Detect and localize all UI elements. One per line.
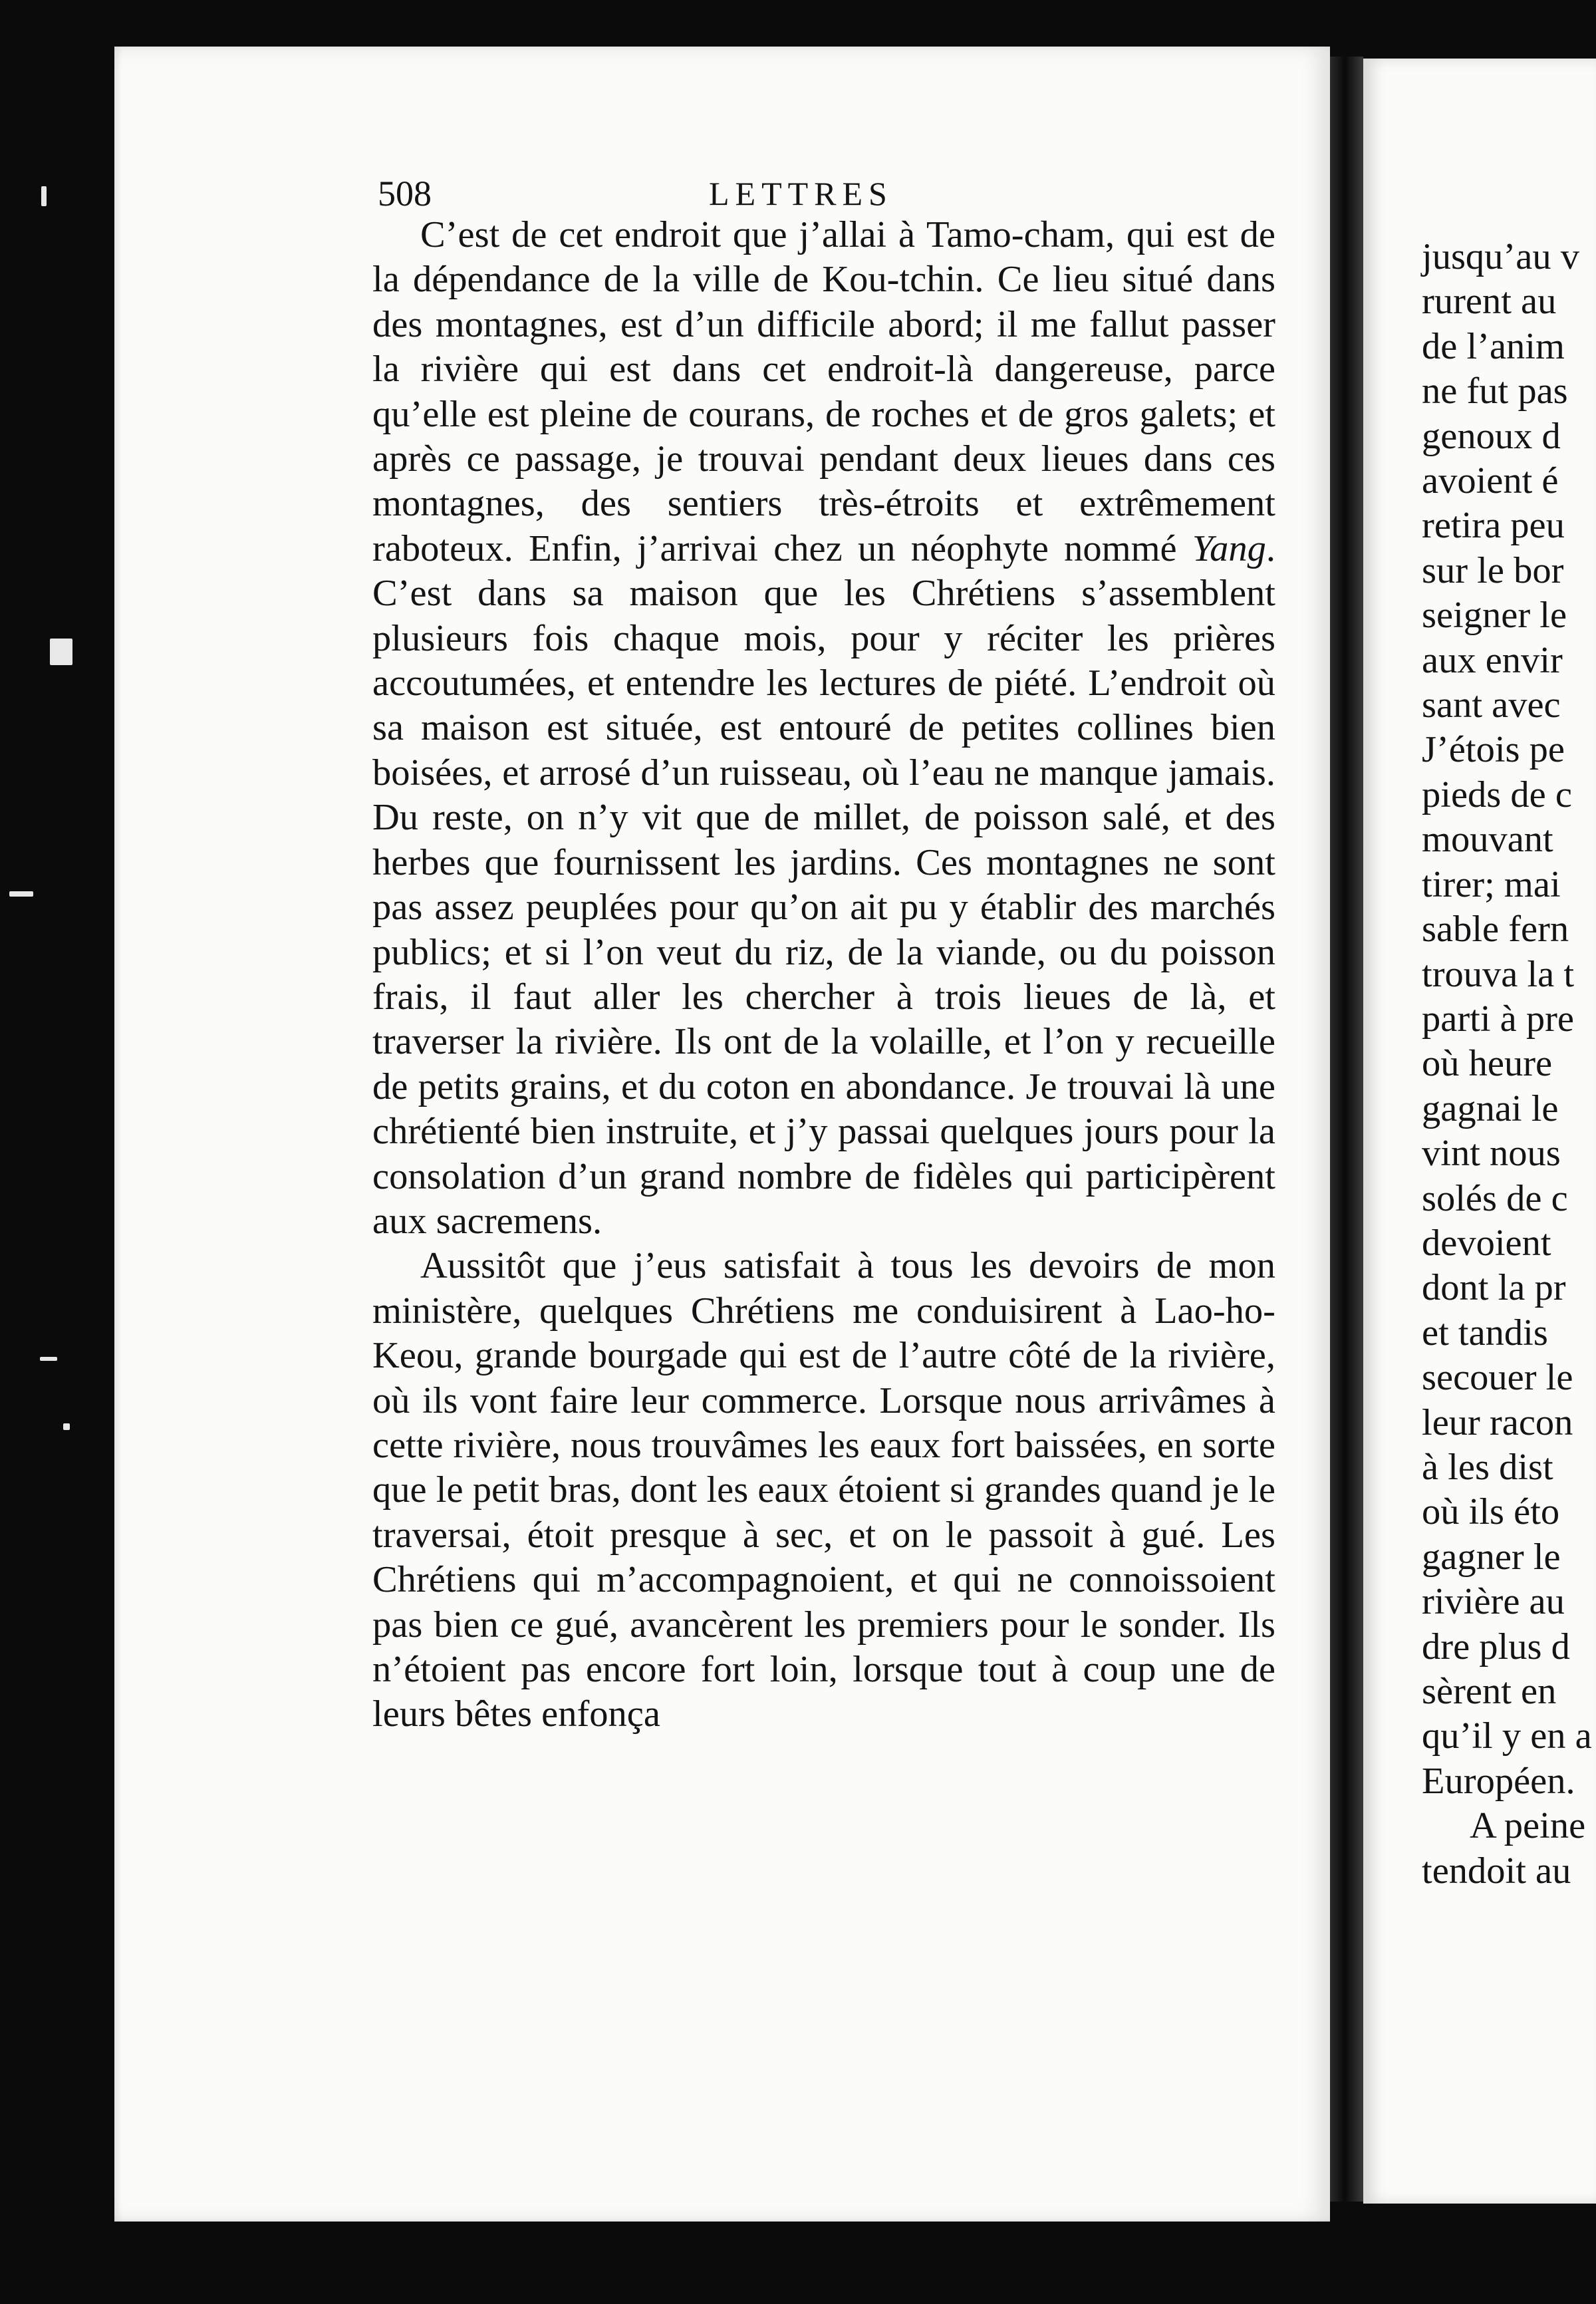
- right-page-line: où ils éto: [1422, 1491, 1560, 1533]
- right-page-line: tirer; mai: [1422, 863, 1561, 905]
- right-page-line: gagner le: [1422, 1536, 1561, 1578]
- right-page-line: seigner le: [1422, 595, 1567, 637]
- right-page-line: retira peu: [1422, 505, 1565, 547]
- right-page-line: mouvant: [1422, 819, 1553, 861]
- right-page-line: secouer le: [1422, 1357, 1573, 1399]
- right-page-line: sur le bor: [1422, 549, 1564, 591]
- right-page-line: de l’anim: [1422, 325, 1565, 367]
- right-page-line: trouva la t: [1422, 953, 1575, 995]
- right-page-line: J’étois pe: [1422, 729, 1565, 771]
- right-page-line: vint nous: [1422, 1133, 1561, 1175]
- right-page-line: où heure: [1422, 1043, 1553, 1085]
- scan-speck: [41, 186, 47, 206]
- right-page-line: dont la pr: [1422, 1267, 1566, 1309]
- scan-speck: [63, 1423, 70, 1430]
- paragraph: C’est de cet endroit que j’allai à Tamo-cham, qui est de la dépendance de la ville de Kou-tchin. Ce lieu situé dans des montagnes, est d’un difficile abord; il me fallut passer la rivière qui est dans cet endroit-là dangereuse, parce qu’elle est pleine de courans, de roches et de gros galets; et après ce passage, je trouvai pendant deux lieues dans ces montagnes, des sentiers très-étroits et extrêmement raboteux. Enfin, j’arrivai chez un néophyte nommé Yang. C’est dans sa maison que les Chrétiens s’assemblent plusieurs fois chaque mois, pour y réciter les prières accoutumées, et entendre les lectures de piété. L’endroit où sa maison est située, est entouré de petites collines bien boisées, et arrosé d’un ruisseau, où l’eau ne manque jamais. Du reste, on n’y vit que de millet, de poisson salé, et des herbes que fournissent les jardins. Ces montagnes ne sont pas assez peuplées pour qu’on ait pu y établir des marchés publics; et si l’on veut du riz, de la viande, ou du poisson frais, il faut aller les chercher à trois lieues de là, et traverser la rivière. Ils ont de la volaille, et l’on y recueille de petits grains, et du coton en abondance. Je trouvai là une chrétienté bien instruite, et j’y passai quelques jours pour la consolation d’un grand nombre de fidèles qui participèrent aux sacremens.: [372, 214, 1275, 1242]
- right-page-line: dre plus d: [1422, 1626, 1570, 1667]
- running-title: LETTRES: [709, 175, 893, 212]
- book-gutter: [1330, 57, 1363, 2202]
- right-page-line: sant avec: [1422, 684, 1561, 726]
- right-page: [1363, 59, 1596, 2204]
- running-head: [378, 170, 1302, 217]
- scan-speck: [9, 891, 33, 897]
- right-page-line: à les dist: [1422, 1446, 1553, 1488]
- right-page-line: jusqu’au v: [1422, 236, 1579, 277]
- right-page-line: solés de c: [1422, 1177, 1568, 1219]
- right-page-line: rurent au: [1422, 281, 1557, 323]
- body-text: [372, 213, 1275, 1737]
- right-page-line: aux envir: [1422, 639, 1563, 681]
- right-page-line: leur racon: [1422, 1401, 1573, 1443]
- paragraph: Aussitôt que j’eus satisfait à tous les devoirs de mon ministère, quelques Chrétiens me conduisirent à Lao-ho-Keou, grande bourgade qui est de l’autre côté de la rivière, où ils vont faire leur commerce. Lorsque nous arrivâmes à cette rivière, nous trouvâmes les eaux fort baissées, en sorte que le petit bras, dont les eaux étoient si grandes quand je le traversai, étoit presque à sec, et on le passoit à gué. Les Chrétiens qui m’accompagnoient, et qui ne connoissoient pas bien ce gué, avancèrent les premiers pour le sonder. Ils n’étoient pas encore fort loin, lorsque tout à coup une de leurs bêtes enfonça: [372, 1245, 1275, 1735]
- right-page-line: ne fut pas: [1422, 370, 1568, 412]
- right-page-line: qu’il y en a: [1422, 1715, 1592, 1757]
- right-page-line: tendoit au: [1422, 1850, 1571, 1892]
- italic-name: Yang: [1192, 527, 1266, 569]
- right-page-line: A peine: [1470, 1805, 1586, 1847]
- right-page-line: Européen.: [1422, 1760, 1575, 1802]
- right-page-line: devoient: [1422, 1222, 1551, 1264]
- right-page-text: [1422, 235, 1596, 1894]
- right-page-line: sèrent en: [1422, 1671, 1557, 1712]
- right-page-line: sable fern: [1422, 909, 1569, 950]
- right-page-line: pieds de c: [1422, 774, 1572, 815]
- scan-speck: [50, 639, 72, 665]
- right-page-line: gagnai le: [1422, 1087, 1559, 1129]
- right-page-line: et tandis: [1422, 1312, 1548, 1354]
- right-page-line: rivière au: [1422, 1581, 1565, 1623]
- scan-speck: [40, 1357, 57, 1361]
- page-number: 508: [378, 174, 432, 214]
- right-page-line: genoux d: [1422, 415, 1561, 457]
- right-page-line: avoient é: [1422, 460, 1559, 502]
- right-page-line: parti à pre: [1422, 998, 1575, 1040]
